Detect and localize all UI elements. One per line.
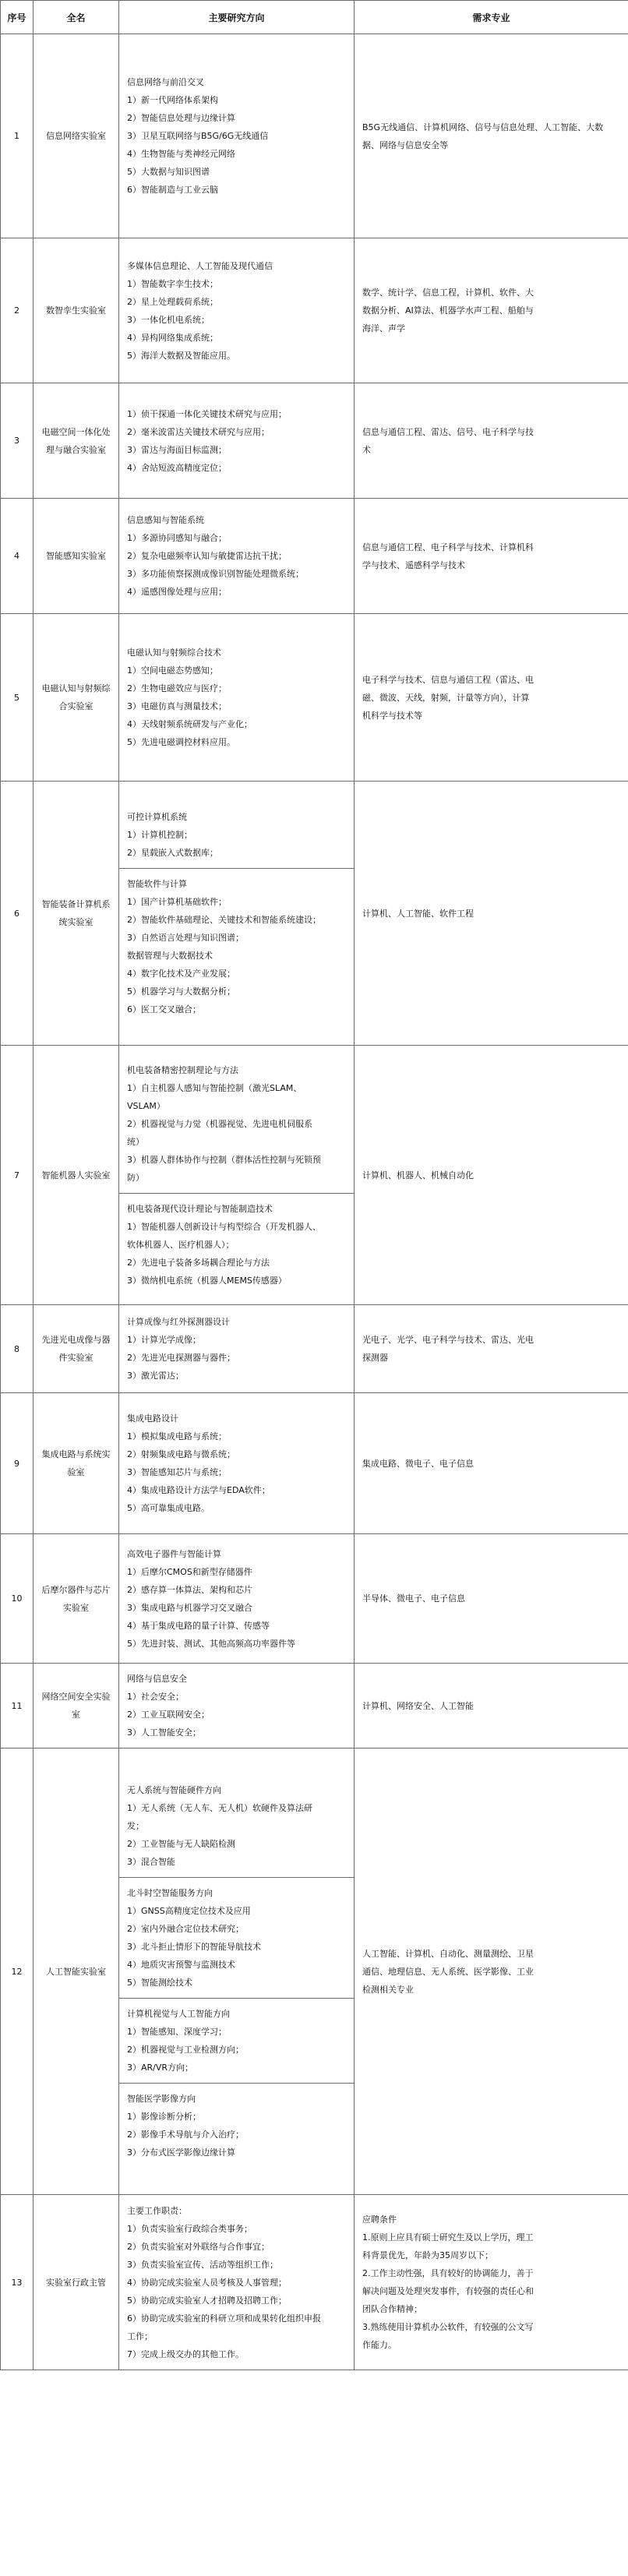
direction-line: 信息感知与智能系统 [127,515,204,525]
direction-line: 4）遥感图像处理与应用； [127,587,227,597]
direction-line: 1）影像诊断分析； [127,2112,201,2122]
major-line: 应聘条件 [362,2214,397,2225]
direction-line: 工作； [127,2331,153,2341]
major-line: 半导体、微电子、电子信息 [362,1593,465,1604]
row-number: 9 [1,1393,34,1534]
direction-line: 7）完成上级交办的其他工作。 [127,2348,244,2359]
required-major [355,34,628,238]
direction-line: 3）一体化机电系统； [127,314,210,325]
direction-line: 数据管理与大数据技术 [127,951,213,961]
direction-line: 1）计算机控制； [127,830,192,840]
direction-line: 2）机器视觉与力觉（机器视觉、先进电机伺服系 [127,1118,312,1129]
lab-name [34,782,119,1046]
direction-line: 3）多功能侦察探测成像识别智能处理微系统； [127,569,304,579]
direction-line: 2）生物电磁效应与医疗； [127,683,227,693]
direction-line: 3）机器人群体协作与控制（群体活性控制与死锁预 [127,1154,321,1165]
direction-line: 3）智能感知芯片与系统； [127,1467,227,1477]
major-line: 团队合作精神； [362,2304,422,2314]
direction-line: 6）协助完成实验室的科研立项和成果转化组织申报 [127,2313,321,2324]
table-row [1,238,628,383]
major-line: 光电子、光学、电子科学与技术、雷达、光电 [362,1335,534,1345]
table-row [1,1046,628,1305]
direction-line: 2）工业互联网安全； [127,1710,210,1720]
direction-line: 1）新一代网络体系架构 [127,95,218,105]
research-direction [119,1664,355,1749]
table-row [1,2195,628,2370]
direction-line: 防） [127,1172,144,1183]
table-row [1,1664,628,1749]
direction-group [119,251,354,371]
major-line: 数学、统计学、信息工程，计算机、软件、大 [362,288,534,298]
row-number: 6 [1,782,34,1046]
direction-line: 6）医工交叉融合； [127,1004,201,1015]
direction-line: 北斗时空智能服务方向 [127,1888,213,1898]
lab-name-line: 电磁认知与射频综 [41,683,111,693]
major-line: 作能力。 [362,2340,397,2350]
direction-group [119,1193,354,1296]
lab-name [34,1305,119,1393]
direction-line: 2）星载嵌入式数据库； [127,848,218,858]
major-line: 科背景优先，年龄为35周岁以下； [362,2250,493,2260]
lab-name [34,238,119,383]
header-row [1,1,628,34]
table-row [1,1393,628,1534]
major-line: 电子科学与技术、信息与通信工程（雷达、电 [362,674,534,685]
research-direction [119,1305,355,1393]
direction-group [119,1664,354,1748]
direction-line: 3）激光雷达； [127,1371,184,1381]
direction-line: 软体机器人、医疗机器人）； [127,1239,235,1250]
direction-group [119,2196,354,2370]
research-direction [119,383,355,499]
direction-group [119,1539,354,1659]
major-line: 人工智能、计算机、自动化、测量测绘、卫星 [362,1948,534,1959]
required-major [355,1305,628,1393]
header-no: 序号 [1,1,34,34]
research-direction [119,614,355,782]
direction-line: 2）智能信息处理与边缘计算 [127,113,235,123]
direction-group [119,802,354,868]
required-major [355,1664,628,1749]
major-line: 学与技术、遥感科学与技术 [362,559,465,570]
direction-line: 机电装备现代设计理论与智能制造技术 [127,1203,273,1214]
direction-line: 5）机器学习与大数据分析； [127,986,235,997]
direction-line: 3）混合智能 [127,1857,175,1867]
direction-line: 1）侦干探通一体化关键技术研究与应用； [127,408,287,419]
direction-group [119,1775,354,1877]
major-line: 数据分析、AI算法、机器学水声工程、船舶与 [362,305,534,316]
lab-name-line: 电磁空间一体化处 [41,426,111,437]
direction-line: 5）海洋大数据及智能应用。 [127,350,235,361]
direction-line: 计算成像与红外探测器设计 [127,1317,230,1327]
row-number: 11 [1,1664,34,1749]
direction-line: 1）空间电磁态势感知； [127,665,218,676]
direction-line: 1）智能数字孪生技术； [127,278,218,289]
direction-line: 3）人工智能安全； [127,1727,201,1738]
header-major: 需求专业 [355,1,628,34]
row-number: 1 [1,34,34,238]
direction-line: 4）异构网络集成系统； [127,332,218,343]
direction-group [119,868,354,1025]
major-line: 计算机、人工智能、软件工程 [362,908,474,919]
lab-name [34,1664,119,1749]
direction-line: 3）北斗拒止情形下的智能导航技术 [127,1942,261,1952]
direction-line: 5）先进电磁调控材料应用。 [127,737,235,747]
required-major [355,782,628,1046]
lab-name-line: 人工智能实验室 [46,1966,106,1977]
row-number: 3 [1,383,34,499]
required-major [355,499,628,614]
direction-line: 电磁认知与射频综合技术 [127,648,221,658]
direction-line: 3）自然语言处理与知识图谱； [127,933,244,943]
major-line: B5G无线通信、计算机网络、信号与信息处理、人工智能、大数据、网络与信息安全等 [362,122,604,150]
direction-line: 2）工业智能与无人缺陷检测 [127,1839,235,1849]
direction-line: 3）雷达与海面目标监测； [127,444,227,455]
direction-line: 3）负责实验室宣传、活动等组织工作； [127,2259,278,2270]
direction-line: 3）微纳机电系统（机器人MEMS传感器） [127,1275,287,1286]
lab-name [34,34,119,238]
research-direction [119,499,355,614]
research-direction [119,782,355,1046]
direction-line: 4）地质灾害预警与监测技术 [127,1960,235,1970]
research-direction [119,1534,355,1664]
direction-group [119,2083,354,2168]
direction-group [119,1055,354,1193]
direction-line: 智能医学影像方向 [127,2094,196,2104]
direction-group [119,1307,354,1391]
major-line: 机科学与技术等 [362,710,422,721]
table-row [1,383,628,499]
major-line: 集成电路、微电子、电子信息 [362,1458,474,1469]
direction-line: 2）星上处理载荷系统； [127,296,218,307]
direction-line: 集成电路设计 [127,1413,178,1424]
table-row [1,34,628,238]
table-row [1,1534,628,1664]
direction-line: 3）分布式医学影像边缘计算 [127,2147,235,2158]
lab-name-line: 验室 [67,1467,85,1477]
direction-line: 1）国产计算机基础软件； [127,897,227,907]
direction-line: 可控计算机系统 [127,812,187,822]
direction-group [119,505,354,607]
lab-name-line: 集成电路与系统实 [41,1449,111,1459]
major-line: 通信、地理信息、无人系统、医学影像、工业 [362,1966,534,1977]
research-direction [119,1393,355,1534]
row-number: 5 [1,614,34,782]
direction-line: 2）机器视觉与工业检测方向； [127,2045,244,2055]
major-line: 探测器 [362,1353,388,1363]
header-direction: 主要研究方向 [119,1,355,34]
direction-line: 智能软件与计算 [127,879,187,889]
lab-name-line: 数智孪生实验室 [46,305,106,316]
direction-line: 4）天线射频系统研发与产业化； [127,719,252,729]
table-row [1,782,628,1046]
research-direction [119,34,355,238]
direction-line: 4）数字化技术及产业发展； [127,969,235,979]
lab-name-line: 智能装备计算机系 [41,899,111,909]
direction-line: 3）卫星互联网络与B5G/6G无线通信 [127,131,269,141]
direction-line: 2）射频集成电路与微系统； [127,1449,235,1459]
direction-line: 5）智能测绘技术 [127,1978,192,1988]
major-line: 信息与通信工程、雷达、信号、电子科学与技 [362,426,534,437]
lab-name [34,1046,119,1305]
major-line: 计算机、网络安全、人工智能 [362,1700,474,1711]
table-row [1,1305,628,1393]
row-number: 10 [1,1534,34,1664]
direction-line: 5）协助完成实验室人才招聘及招聘工作； [127,2295,287,2306]
major-line: 海洋、声学 [362,323,405,333]
header-name: 全名 [34,1,119,34]
direction-line: 无人系统与智能硬件方向 [127,1785,221,1795]
row-number: 7 [1,1046,34,1305]
direction-line: 6）智能制造与工业云脑 [127,185,218,195]
lab-name-line: 件实验室 [58,1353,93,1363]
direction-line: 4）协助完成实验室人员考核及人事管理； [127,2277,287,2288]
table-row [1,499,628,614]
row-number: 4 [1,499,34,614]
required-major [355,238,628,383]
major-line: 3.熟练使用计算机办公软件，有较强的公文写 [362,2322,534,2332]
row-number: 13 [1,2195,34,2370]
lab-name-line: 信息网络实验室 [46,131,106,141]
direction-line: 5）先进封装、测试、其他高频高功率器件等 [127,1638,295,1649]
direction-line: 2）先进光电探测器与器件； [127,1353,235,1363]
direction-group [119,1877,354,1998]
lab-name [34,614,119,782]
direction-line: 4）舍站短波高精度定位； [127,462,227,473]
major-line: 磁、微波、天线，射频，计量等方向），计算 [362,692,530,703]
lab-name-line: 统实验室 [58,917,93,927]
research-direction [119,2195,355,2370]
direction-line: 1）后摩尔CMOS和新型存储器件 [127,1566,252,1577]
direction-line: 5）大数据与知识图谱 [127,167,210,177]
research-direction [119,1046,355,1305]
row-number: 2 [1,238,34,383]
direction-line: 2）感存算一体算法、架构和芯片 [127,1584,252,1595]
direction-line: 1）智能机器人创新设计与构型综合（开发机器人、 [127,1221,321,1232]
direction-line: 1）计算光学成像； [127,1335,201,1345]
major-line: 解决问题及处理突发事件，有较强的责任心和 [362,2286,534,2296]
major-line: 1.原则上应具有硕士研究生及以上学历，理工 [362,2232,534,2243]
lab-name-line: 网络空间安全实验 [41,1692,111,1702]
required-major [355,614,628,782]
lab-name-line: 后摩尔器件与芯片 [41,1584,111,1595]
lab-name [34,383,119,499]
direction-line: 1）模拟集成电路与系统； [127,1431,227,1442]
major-line: 检测相关专业 [362,1984,414,1995]
direction-line: 2）负责实验室对外联络与合作事宜； [127,2241,270,2252]
direction-line: 3）电磁仿真与测量技术； [127,701,227,711]
direction-group [119,637,354,757]
direction-line: 多媒体信息理论、人工智能及现代通信 [127,260,273,271]
major-line: 2.工作主动性强，具有较好的协调能力，善于 [362,2268,534,2278]
table-row [1,1749,628,2195]
direction-line: 2）智能软件基础理论、关键技术和智能系统建设； [127,915,321,925]
direction-line: 2）影像手术导航与介入治疗； [127,2130,244,2140]
direction-group [119,1998,354,2083]
direction-group [119,1403,354,1523]
direction-line: 信息网络与前沿交叉 [127,77,204,87]
direction-line: 1）负责实验室行政综合类事务； [127,2223,252,2234]
required-major [355,1046,628,1305]
required-major [355,2195,628,2370]
direction-line: 1）无人系统（无人车、无人机）软硬件及算法研 [127,1803,312,1813]
row-number: 12 [1,1749,34,2195]
table-row [1,614,628,782]
direction-line: 3）集成电路与机器学习交叉融合 [127,1602,252,1613]
research-direction [119,238,355,383]
lab-name [34,499,119,614]
direction-line: 1）GNSS高精度定位技术及应用 [127,1906,251,1916]
direction-line: 4）基于集成电路的量子计算、传感等 [127,1620,270,1631]
lab-name-line: 合实验室 [58,701,93,711]
major-line: 信息与通信工程、电子科学与技术、计算机科 [362,542,534,552]
direction-line: 2）室内外融合定位技术研究； [127,1924,244,1934]
major-line: 术 [362,444,371,455]
research-direction [119,1749,355,2195]
direction-group [119,399,354,483]
lab-name-line: 实验室行政主管 [46,2277,106,2288]
lab-name [34,2195,119,2370]
lab-name-line: 理与融合实验室 [46,444,106,455]
lab-name-line: 实验室 [63,1602,89,1613]
required-major [355,383,628,499]
required-major [355,1393,628,1534]
direction-line: 统） [127,1136,144,1147]
lab-name-line: 智能机器人实验室 [41,1170,111,1180]
direction-line: 网络与信息安全 [127,1674,187,1684]
direction-line: 2）复杂电磁频率认知与敏捷雷达抗干扰； [127,551,287,561]
direction-line: 1）智能感知、深度学习； [127,2027,227,2037]
lab-name [34,1393,119,1534]
direction-line: 4）生物智能与类神经元网络 [127,149,235,159]
direction-line: 机电装备精密控制理论与方法 [127,1064,238,1075]
direction-line: 1）社会安全； [127,1692,184,1702]
direction-line: 4）集成电路设计方法学与EDA软件； [127,1485,270,1495]
direction-line: VSLAM） [127,1100,165,1111]
direction-line: 计算机视觉与人工智能方向 [127,2009,230,2019]
lab-name [34,1534,119,1664]
lab-name [34,1749,119,2195]
required-major [355,1749,628,2195]
direction-line: 5）高可靠集成电路。 [127,1503,210,1513]
major-line: 计算机、机器人、机械自动化 [362,1170,474,1180]
required-major [355,1534,628,1664]
direction-line: 高效电子器件与智能计算 [127,1548,221,1559]
lab-name-line: 智能感知实验室 [46,551,106,561]
direction-line: 主要工作职责： [127,2205,187,2216]
direction-line: 2）毫米波雷达关键技术研究与应用； [127,426,270,437]
direction-line: 1）自主机器人感知与智能控制（激光SLAM、 [127,1082,302,1093]
lab-name-line: 先进光电成像与器 [41,1335,111,1345]
lab-name-line: 室 [72,1710,80,1720]
row-number: 8 [1,1305,34,1393]
direction-line: 发； [127,1821,144,1831]
direction-group [119,67,354,205]
direction-line: 3）AR/VR方向； [127,2063,194,2073]
direction-line: 2）先进电子装备多场耦合理论与方法 [127,1257,270,1268]
direction-line: 1）多源协同感知与融合； [127,533,227,543]
